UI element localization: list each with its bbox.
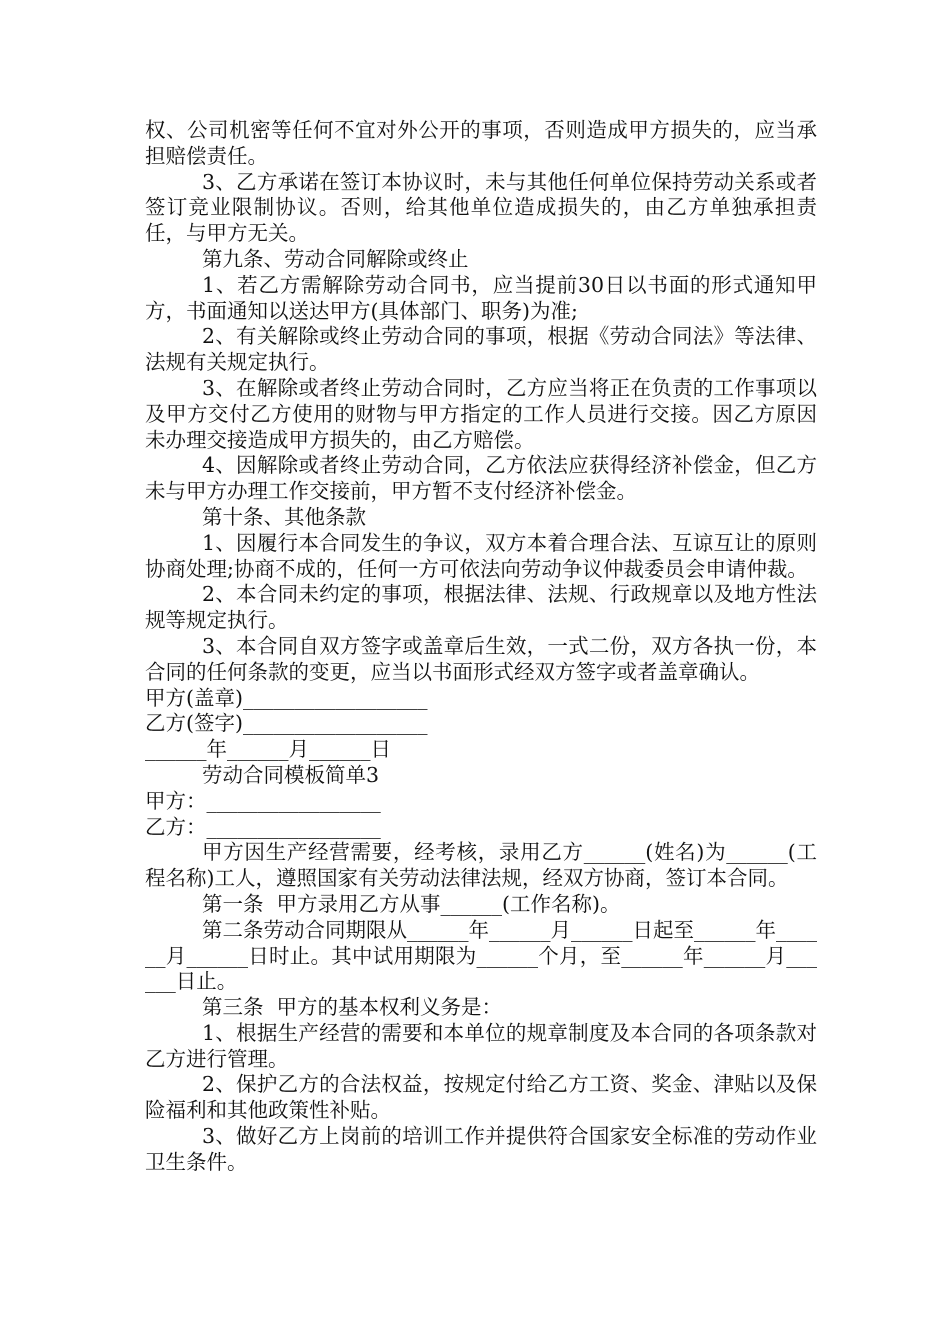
paragraph: 2、有关解除或终止劳动合同的事项，根据《劳动合同法》等法律、法规有关规定执行。 xyxy=(145,324,817,375)
party-b-sign-line: 乙方(签字)__________________ xyxy=(145,711,428,736)
paragraph: 3、在解除或者终止劳动合同时，乙方应当将正在负责的工作事项以及甲方交付乙方使用的财物与甲方指定的工作人员进行交接。因乙方原因未办理交接造成甲方损失的，由乙方赔偿。 xyxy=(145,375,817,452)
paragraph: 2、保护乙方的合法权益，按规定付给乙方工资、奖金、津贴以及保险福利和其他政策性补贴。 xyxy=(145,1072,817,1123)
party-a-line: 甲方：_________________ xyxy=(145,788,381,813)
section-heading: 第十条、其他条款 xyxy=(202,504,366,529)
paragraph: 3、乙方承诺在签订本协议时，未与其他任何单位保持劳动关系或者签订竞业限制协议。否则，给其他单位造成损失的，由乙方单独承担责任，与甲方无关。 xyxy=(145,169,817,246)
paragraph: 甲方因生产经营需要，经考核，录用乙方______(姓名)为______(工程名称)工人，遵照国家有关劳动法律法规，经双方协商，签订本合同。 xyxy=(145,840,817,891)
document-body xyxy=(145,118,817,1176)
clause: 第二条劳动合同期限从______年______月______日起至______年______月______日时止。其中试用期限为______个月，至______年______月______日止。 xyxy=(145,917,817,994)
date-line: ______年______月______日 xyxy=(145,737,391,762)
paragraph: 权、公司机密等任何不宜对外公开的事项，否则造成甲方损失的，应当承担赔偿责任。 xyxy=(145,118,817,168)
paragraph: 3、本合同自双方签字或盖章后生效，一式二份，双方各执一份，本合同的任何条款的变更，应当以书面形式经双方签字或者盖章确认。 xyxy=(145,633,817,684)
clause: 第一条 甲方录用乙方从事______(工作名称)。 xyxy=(202,891,621,916)
party-a-seal-line: 甲方(盖章)__________________ xyxy=(145,685,428,710)
paragraph: 2、本合同未约定的事项，根据法律、法规、行政规章以及地方性法规等规定执行。 xyxy=(145,582,817,633)
paragraph: 3、做好乙方上岗前的培训工作并提供符合国家安全标准的劳动作业卫生条件。 xyxy=(145,1124,817,1174)
paragraph: 4、因解除或者终止劳动合同，乙方依法应获得经济补偿金，但乙方未与甲方办理工作交接前，甲方暂不支付经济补偿金。 xyxy=(145,453,817,504)
paragraph: 1、根据生产经营的需要和本单位的规章制度及本合同的各项条款对乙方进行管理。 xyxy=(145,1020,817,1071)
clause: 第三条 甲方的基本权利义务是： xyxy=(202,995,503,1020)
paragraph: 1、若乙方需解除劳动合同书，应当提前30日以书面的形式通知甲方，书面通知以送达甲方(具体部门、职务)为准; xyxy=(145,272,817,323)
party-b-line: 乙方：_________________ xyxy=(145,814,381,839)
section-heading: 第九条、劳动合同解除或终止 xyxy=(202,246,469,271)
paragraph: 1、因履行本合同发生的争议，双方本着合理合法、互谅互让的原则协商处理;协商不成的，任何一方可依法向劳动争议仲裁委员会申请仲裁。 xyxy=(145,530,817,581)
document-title: 劳动合同模板简单3 xyxy=(202,762,380,787)
